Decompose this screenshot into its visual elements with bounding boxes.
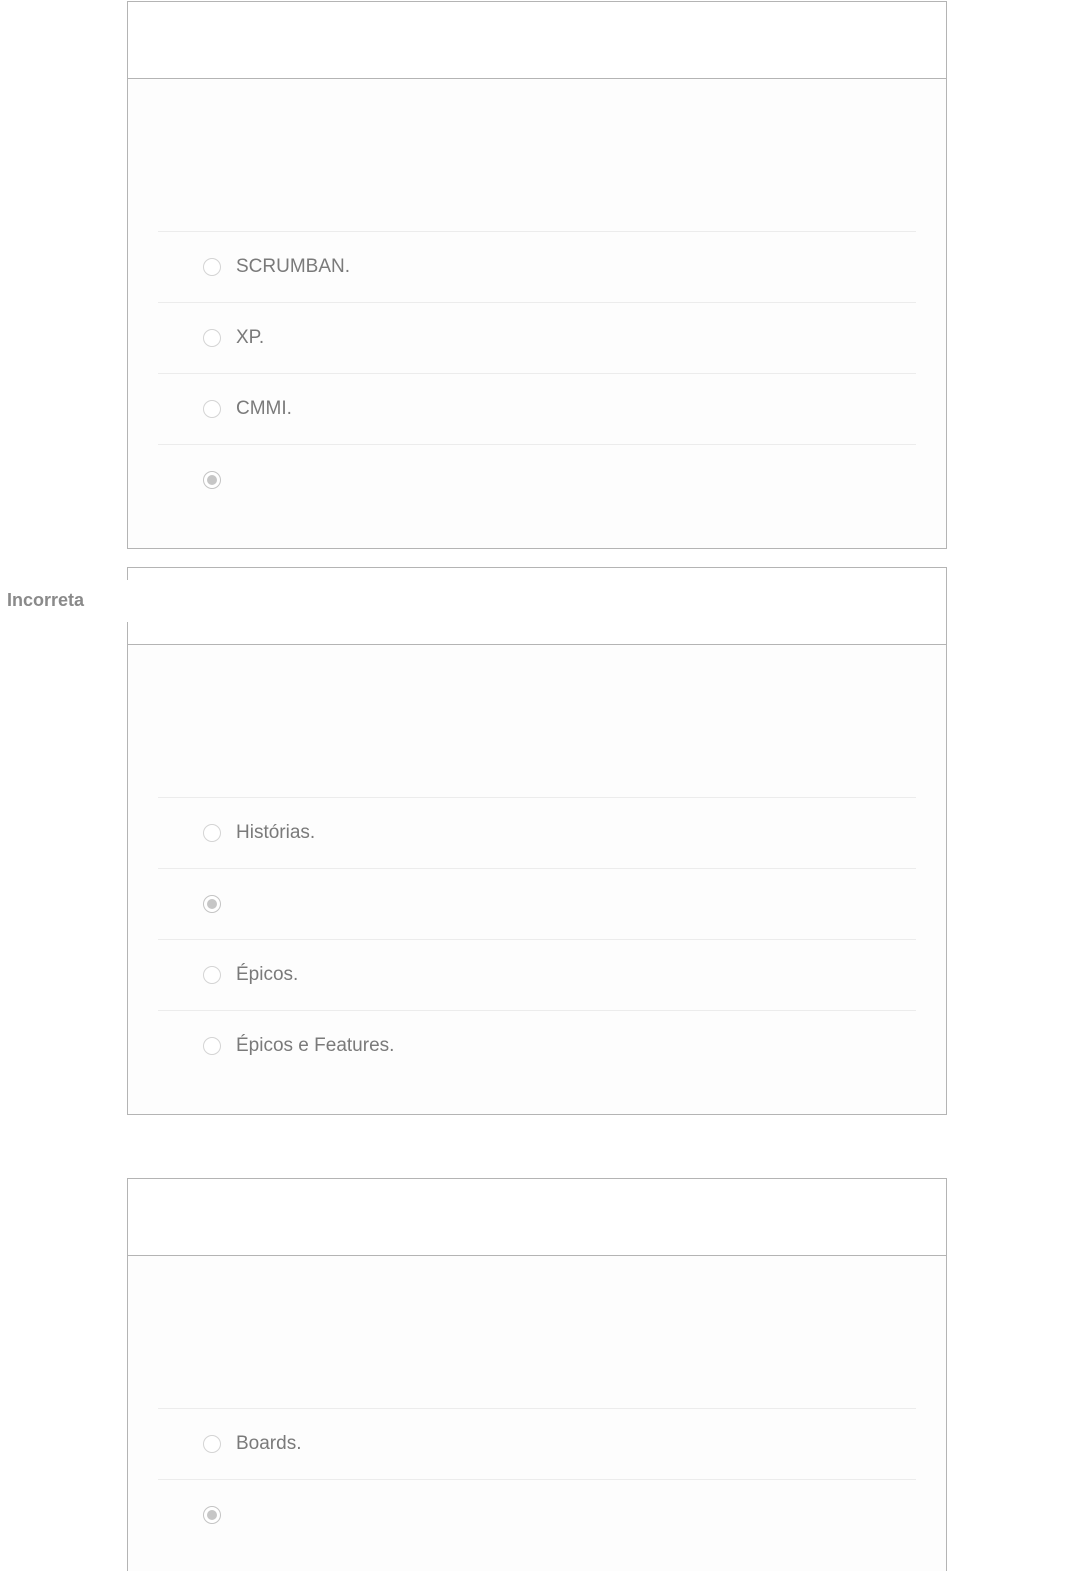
answer-option[interactable] [158, 231, 916, 302]
answer-option-label: Histórias. [236, 822, 316, 843]
answer-option-label: XP. [236, 327, 265, 348]
answer-options [158, 231, 916, 515]
answer-option[interactable] [158, 302, 916, 373]
question-text-area [128, 645, 946, 797]
answer-option-selected[interactable] [158, 444, 916, 515]
answer-option-label: Boards. [236, 1433, 302, 1454]
question-header [128, 2, 946, 79]
answer-options [158, 797, 916, 1081]
question-header [128, 1179, 946, 1256]
question-text-area [128, 79, 946, 231]
status-label-backdrop [120, 580, 134, 622]
answer-option-selected[interactable] [158, 868, 916, 939]
answer-option-label: Épicos. [236, 964, 299, 985]
question-card-2 [127, 567, 947, 1115]
radio-button[interactable] [203, 1435, 221, 1453]
radio-button[interactable] [203, 824, 221, 842]
question-header [128, 568, 946, 645]
answer-option[interactable] [158, 797, 916, 868]
answer-option-label: CMMI. [236, 398, 292, 419]
answer-option[interactable] [158, 1010, 916, 1081]
radio-button[interactable] [203, 258, 221, 276]
answer-option[interactable] [158, 939, 916, 1010]
question-card-1 [127, 1, 947, 549]
radio-button-selected[interactable] [203, 1506, 221, 1524]
radio-button[interactable] [203, 329, 221, 347]
radio-button[interactable] [203, 1037, 221, 1055]
radio-button-selected[interactable] [203, 471, 221, 489]
answer-option-selected[interactable] [158, 1479, 916, 1550]
question-text-area [128, 1256, 946, 1408]
answer-options [158, 1408, 916, 1550]
answer-option[interactable] [158, 1408, 916, 1479]
status-incorrect-label: Incorreta [7, 590, 88, 611]
answer-option-label: SCRUMBAN. [236, 256, 351, 277]
radio-button-selected[interactable] [203, 895, 221, 913]
question-card-3 [127, 1178, 947, 1571]
answer-option[interactable] [158, 373, 916, 444]
answer-option-label: Épicos e Features. [236, 1035, 395, 1056]
radio-button[interactable] [203, 966, 221, 984]
radio-button[interactable] [203, 400, 221, 418]
